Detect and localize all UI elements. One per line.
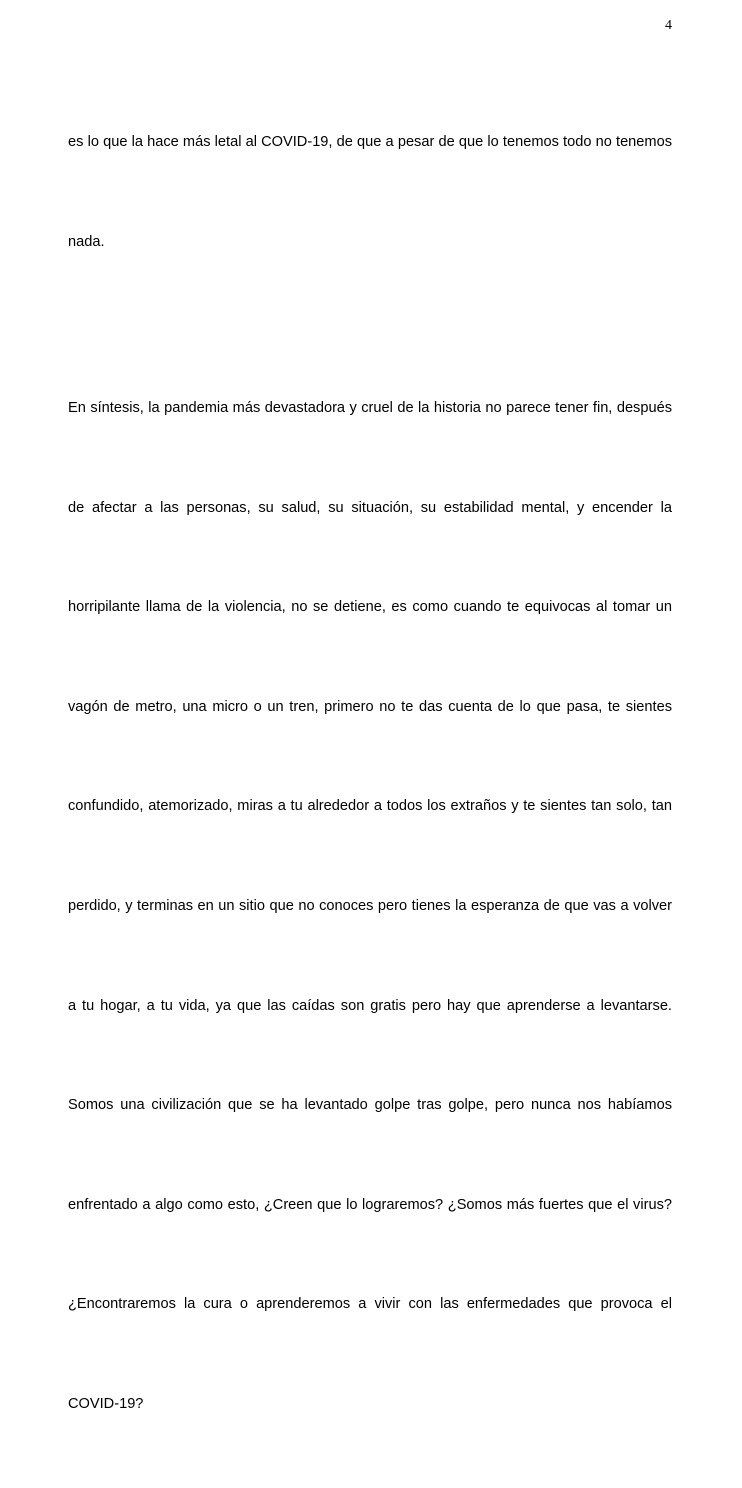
text-line: vagón de metro, una micro o un tren, primero no te das cuenta de lo que pasa, te sientes — [68, 698, 672, 715]
text-line: nada. — [68, 234, 105, 250]
paragraph-1 — [68, 60, 672, 326]
text-line: Somos una civilización que se ha levantado golpe tras golpe, pero nunca nos habíamos — [68, 1097, 672, 1114]
text-line: a tu hogar, a tu vida, ya que las caídas son gratis pero hay que aprenderse a levantarse. — [68, 997, 672, 1014]
text-line: es lo que la hace más letal al COVID-19, de que a pesar de que lo tenemos todo no tenemos — [68, 134, 672, 151]
text-line: COVID-19? — [68, 1395, 144, 1412]
page-number: 4 — [665, 18, 672, 33]
text-line: ¿Encontraremos la cura o aprenderemos a vivir con las enfermedades que provoca el — [68, 1296, 672, 1313]
text-line: horripilante llama de la violencia, no se detiene, es como cuando te equivocas al tomar un — [68, 599, 672, 616]
text-line: enfrentado a algo como esto, ¿Creen que lo lograremos? ¿Somos más fuertes que el virus? — [68, 1196, 672, 1213]
text-line: confundido, atemorizado, miras a tu alrededor a todos los extraños y te sientes tan solo, tan — [68, 798, 672, 815]
text-line: de afectar a las personas, su salud, su situación, su estabilidad mental, y encender la — [68, 499, 672, 516]
document-body — [68, 60, 672, 1488]
paragraph-2 — [68, 326, 672, 1488]
text-line: En síntesis, la pandemia más devastadora y cruel de la historia no parece tener fin, después — [68, 400, 672, 416]
text-line: perdido, y terminas en un sitio que no conoces pero tienes la esperanza de que vas a volver — [68, 897, 672, 914]
